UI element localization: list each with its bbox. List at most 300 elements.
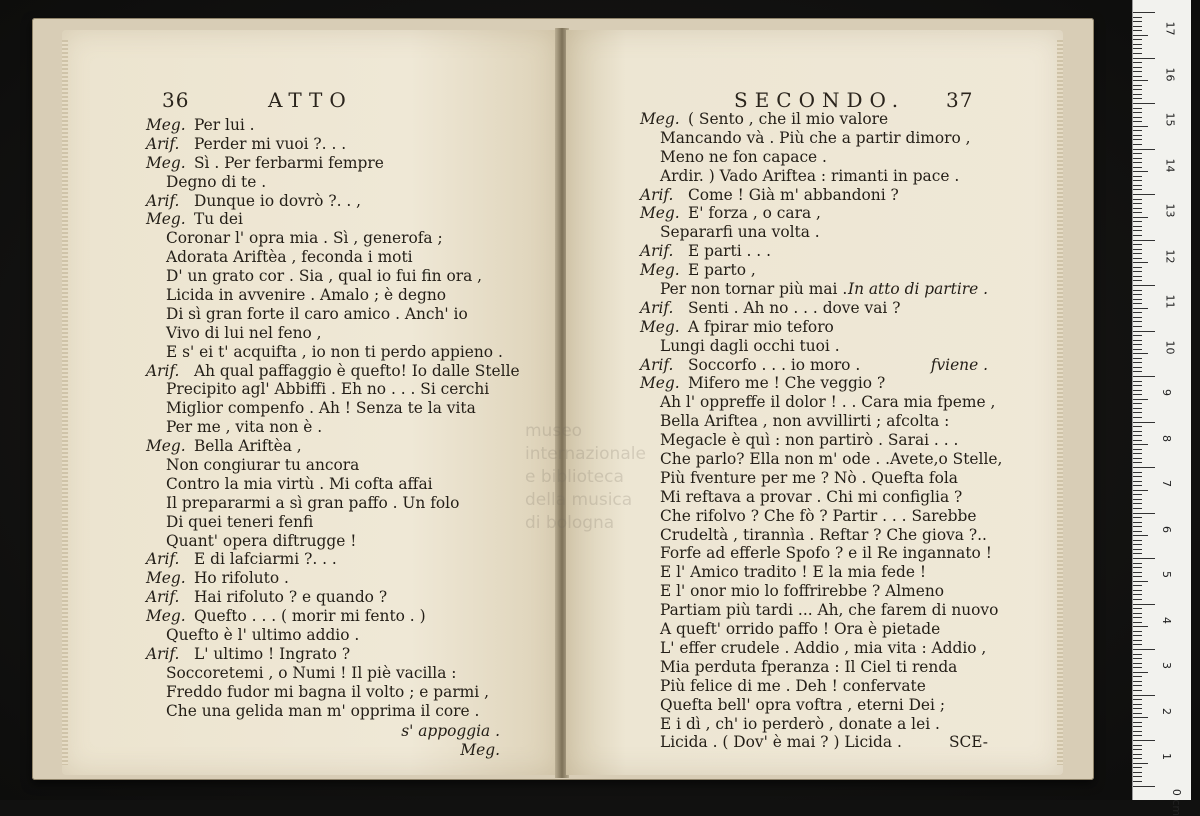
text-line — [146, 248, 548, 267]
ruler-tick — [1133, 208, 1142, 209]
ruler-tick — [1133, 258, 1142, 259]
text-line — [640, 658, 988, 677]
ruler-tick — [1133, 417, 1142, 418]
ruler-tick — [1133, 735, 1142, 736]
ruler-tick — [1133, 285, 1155, 286]
watermark-line: di bologna — [525, 513, 615, 533]
ruler-tick — [1133, 786, 1155, 787]
verse-text: Lungi dagli occhi tuoi . — [660, 336, 840, 355]
ruler-tick — [1133, 371, 1142, 372]
ruler-tick — [1133, 449, 1142, 450]
speaker-name: Meg. — [640, 204, 680, 223]
ruler-tick — [1133, 244, 1142, 245]
ruler-tick — [1133, 44, 1142, 45]
speaker-name: Arif. — [146, 191, 180, 210]
stage-direction: In atto di partire . — [848, 280, 988, 299]
text-line — [640, 696, 988, 715]
ruler-tick — [1133, 240, 1155, 241]
ruler-tick — [1133, 230, 1142, 231]
ruler-tick — [1133, 189, 1142, 190]
ruler-tick — [1133, 453, 1142, 454]
left-page-edge — [62, 40, 68, 765]
verse-text: Senti . Ah no . . . dove vai ? — [688, 298, 901, 317]
verse-text: Meno ne fon capace . — [660, 147, 827, 166]
text-line — [146, 550, 548, 569]
ruler-tick — [1133, 30, 1142, 31]
ruler-tick — [1133, 362, 1142, 363]
ruler-tick — [1133, 622, 1142, 623]
verse-text: D' un grato cor . Sia , qual io fui fin ora , — [166, 267, 483, 286]
ruler-tick — [1133, 276, 1142, 277]
ruler-tick — [1133, 162, 1142, 163]
ruler-tick — [1133, 349, 1142, 350]
ruler-tick — [1133, 199, 1142, 200]
text-line — [640, 110, 988, 129]
verse-text: L' effer crudele . Addio , mia vita : Addio , — [660, 638, 987, 657]
verse-text: E s' ei t' acquifta , io non ti perdo appieno . — [166, 342, 503, 361]
verse-text: Partiam più tardi ... Ah, che farem di nuovo — [660, 601, 999, 620]
ruler-tick — [1133, 35, 1148, 36]
text-line — [640, 715, 988, 734]
ruler-tick — [1133, 740, 1155, 741]
ruler-tick — [1133, 476, 1142, 477]
ruler-tick — [1133, 640, 1142, 641]
text-line — [640, 507, 988, 526]
verse-text: Degno di te . — [166, 172, 267, 191]
ruler-tick — [1133, 535, 1148, 536]
text-line — [640, 337, 988, 356]
speaker-name: Arif. — [640, 298, 674, 317]
ruler-tick — [1133, 772, 1142, 773]
ruler-tick — [1133, 767, 1142, 768]
verse-text: Tu dei — [194, 210, 243, 229]
verse-text: ( Sento , che il mio valore — [688, 110, 889, 128]
text-line — [640, 526, 988, 545]
verse-text: Che rifolvo ? Che fò ? Partir . . . Sarebbe — [660, 506, 977, 525]
ruler-number: 8 — [1160, 434, 1173, 442]
text-line — [146, 645, 548, 664]
ruler-tick — [1133, 21, 1142, 22]
ruler-tick — [1133, 654, 1142, 655]
text-line — [640, 563, 988, 582]
verse-text: Per lui . — [194, 116, 255, 134]
ruler-tick — [1133, 517, 1142, 518]
verse-text: Mi reftava a provar . Chi mi configlia ? — [660, 487, 963, 506]
ruler-tick — [1133, 467, 1155, 468]
ruler-tick — [1133, 299, 1142, 300]
ruler-tick — [1133, 171, 1148, 172]
verse-text: Forfe ad efferle Spofo ? e il Re ingannato ! — [660, 544, 992, 563]
ruler-tick — [1133, 649, 1155, 650]
left-folio: 36 — [162, 88, 190, 112]
text-line — [640, 204, 988, 223]
verse-text: Dunque io dovrò ?. . , — [194, 191, 362, 210]
ruler-tick — [1133, 553, 1142, 554]
right-page — [566, 30, 1063, 775]
speaker-name: Meg. — [640, 110, 680, 128]
text-line — [146, 475, 548, 494]
ruler-tick — [1133, 563, 1142, 564]
speaker-name: Meg. — [640, 374, 680, 393]
ruler-tick — [1133, 180, 1142, 181]
ruler-tick — [1133, 594, 1142, 595]
text-line — [640, 167, 988, 186]
ruler-tick — [1133, 94, 1142, 95]
ruler-tick — [1133, 394, 1142, 395]
verse-text: Megacle è quì : non partirò . Sarai . . . — [660, 431, 959, 450]
ruler-tick — [1133, 599, 1142, 600]
text-line — [640, 488, 988, 507]
ruler-tick — [1133, 48, 1142, 49]
verse-text: Quefto . . . ( morir mi fento . ) — [194, 607, 426, 626]
text-line — [146, 494, 548, 513]
ruler-tick — [1133, 749, 1142, 750]
text-line — [640, 620, 988, 639]
text-line — [640, 544, 992, 563]
text-line — [146, 173, 548, 192]
ruler-tick — [1133, 267, 1142, 268]
ruler-tick — [1133, 731, 1142, 732]
verse-text: Adorata Ariftèa , feconda i moti — [166, 248, 413, 267]
verse-text: Mifero me ! Che veggio ? — [688, 374, 886, 393]
text-line — [146, 569, 548, 588]
ruler-tick — [1133, 294, 1142, 295]
ruler-tick — [1133, 98, 1142, 99]
text-line — [146, 664, 548, 683]
ruler-tick — [1133, 321, 1142, 322]
ruler-tick — [1133, 503, 1142, 504]
ruler-tick — [1133, 221, 1142, 222]
ruler-tick — [1133, 754, 1142, 755]
ruler-number: 0 cm — [1170, 788, 1184, 816]
verse-text: Crudeltà , tirannìa . Reftar ? Che giova ?.. — [660, 525, 987, 544]
verse-text: E' forza , o cara , — [688, 204, 821, 223]
right-text-block — [640, 110, 1003, 752]
ruler-number: 1 — [1160, 753, 1173, 760]
ruler-tick — [1133, 672, 1148, 673]
text-line — [146, 154, 548, 173]
ruler-tick — [1133, 212, 1142, 213]
text-line — [640, 450, 1003, 469]
ruler-tick — [1133, 499, 1142, 500]
verse-text: Non congiurar tu ancora — [166, 456, 360, 475]
ruler-tick — [1133, 408, 1142, 409]
ruler-tick — [1133, 26, 1142, 27]
ruler-number: 2 — [1160, 707, 1173, 715]
text-line — [640, 639, 988, 658]
ruler-tick — [1133, 526, 1142, 527]
ruler-tick — [1133, 39, 1142, 40]
ruler-tick — [1133, 472, 1142, 473]
verse-text: Mia perduta fperanza : Il Ciel ti renda — [660, 657, 958, 676]
ruler-tick — [1133, 103, 1155, 104]
left-stage-direction-row — [146, 722, 500, 760]
ruler-number: 16 — [1163, 67, 1177, 81]
ruler-tick — [1133, 722, 1142, 723]
verse-text: Soccorfo . . . io moro . — [688, 355, 861, 374]
left-running-head: ATTO — [268, 88, 353, 112]
ruler-tick — [1133, 53, 1142, 54]
verse-text: Ah l' oppreffe il dolor ! . . Cara mia fpeme , — [660, 393, 996, 412]
ruler-tick — [1133, 167, 1142, 168]
ruler-tick — [1133, 203, 1142, 204]
verse-text: Ho rifoluto . — [194, 569, 289, 588]
verse-text: Di sì gran forte il caro amico . Anch' io — [166, 304, 468, 323]
ruler-number: 12 — [1163, 249, 1177, 263]
ruler-tick — [1133, 335, 1142, 336]
verse-text: Licida . ( Dov' è mai ? ) Licida . — [660, 733, 902, 752]
ruler-tick — [1133, 681, 1142, 682]
left-page — [62, 30, 559, 775]
ruler-tick — [1133, 158, 1142, 159]
verse-text: Ah qual paffaggio è quefto! Io dalle Stelle — [194, 361, 520, 380]
text-line — [146, 192, 548, 211]
speaker-name: Meg. — [640, 261, 680, 280]
ruler-tick — [1133, 544, 1142, 545]
verse-text: Sì . Per ferbarmi fempre — [194, 153, 384, 172]
ruler-number: 6 — [1160, 525, 1173, 533]
verse-text: Contro la mia virtù . Mi cofta affai — [166, 474, 433, 493]
ruler-tick — [1133, 126, 1148, 127]
ruler-tick — [1133, 253, 1142, 254]
speaker-name: Arif. — [146, 550, 180, 569]
verse-text: Vivo di lui nel feno , — [166, 323, 322, 342]
ruler-tick — [1133, 549, 1142, 550]
ruler-number: 5 — [1160, 571, 1173, 578]
verse-text: Che parlo? Ella non m' ode . .Avete,o Stelle, — [660, 450, 1003, 469]
ruler-number: 17 — [1163, 21, 1177, 36]
ruler-tick — [1133, 676, 1142, 677]
ruler-tick — [1133, 763, 1148, 764]
ruler-tick — [1133, 590, 1142, 591]
speaker-name: Arif. — [640, 242, 674, 261]
ruler-tick — [1133, 303, 1142, 304]
ruler-tick — [1133, 344, 1142, 345]
ruler-tick — [1133, 431, 1142, 432]
ruler-number: 4 — [1160, 616, 1173, 624]
ruler-tick — [1133, 635, 1142, 636]
ruler-tick — [1133, 139, 1142, 140]
ruler-tick — [1133, 308, 1148, 309]
ruler-tick — [1133, 713, 1142, 714]
verse-text: Ardir. ) Vado Ariftea : rimanti in pace . — [660, 166, 960, 185]
speaker-name: Meg. — [146, 153, 186, 172]
ruler-tick — [1133, 604, 1155, 605]
speaker-name: Meg. — [640, 317, 680, 336]
verse-text: Coronar l' opra mia . Sì , generofa ; — [166, 229, 443, 248]
text-line — [640, 280, 988, 299]
verse-text: Mancando và . Più che a partir dimoro , — [660, 128, 971, 147]
ruler-tick — [1133, 490, 1148, 491]
ruler-tick — [1133, 708, 1142, 709]
text-line — [146, 399, 548, 418]
text-line — [146, 513, 548, 532]
verse-text: Quefta bell' opra voftra , eterni Dei ; — [660, 695, 946, 714]
text-line — [640, 431, 988, 450]
ruler-tick — [1133, 80, 1148, 81]
ruler-tick — [1133, 644, 1142, 645]
text-line — [146, 135, 548, 154]
verse-text: Quefto è l' ultimo addio . — [166, 626, 360, 645]
ruler-tick — [1133, 745, 1142, 746]
ruler-tick — [1133, 444, 1148, 445]
text-line — [640, 261, 988, 280]
text-line — [640, 242, 988, 261]
speaker-name: Arif. — [640, 355, 674, 374]
ruler-tick — [1133, 12, 1155, 13]
verse-text: L' ultimo ! Ingrato ? — [194, 644, 351, 663]
ruler-tick — [1133, 153, 1142, 154]
ruler-tick — [1133, 631, 1142, 632]
ruler-tick — [1133, 85, 1142, 86]
text-line — [146, 286, 548, 305]
text-line — [146, 607, 548, 626]
ruler-tick — [1133, 217, 1148, 218]
speaker-name: Arif. — [146, 361, 180, 380]
ruler-tick — [1133, 667, 1142, 668]
ruler-tick — [1133, 76, 1142, 77]
right-running-head: SECONDO. — [734, 88, 906, 112]
ruler-tick — [1133, 658, 1142, 659]
verse-text: E i dì , ch' io perderò , donate a lei . — [660, 714, 940, 733]
text-line — [640, 129, 988, 148]
text-line — [146, 324, 548, 343]
ruler-tick — [1133, 781, 1142, 782]
ruler-tick — [1133, 581, 1148, 582]
ruler-tick — [1133, 326, 1142, 327]
speaker-name: Meg. — [146, 607, 186, 626]
text-line — [146, 116, 548, 135]
ruler-tick — [1133, 540, 1142, 541]
ruler-tick — [1133, 717, 1148, 718]
ruler-tick — [1133, 663, 1142, 664]
ruler-tick — [1133, 62, 1142, 63]
ruler-number: 14 — [1163, 158, 1177, 172]
ruler-tick — [1133, 531, 1142, 532]
text-line — [146, 702, 548, 721]
ruler-tick — [1133, 331, 1155, 332]
verse-text: Freddo fudor mi bagna il volto ; e parmi , — [166, 682, 489, 701]
right-folio: 37 — [946, 88, 974, 112]
ruler-tick — [1133, 149, 1155, 150]
ruler-tick — [1133, 376, 1155, 377]
verse-text: Più felice di me . Deh ! confervate — [660, 676, 926, 695]
stage-direction: s' appoggia . — [401, 722, 500, 740]
speaker-name: Meg. — [146, 210, 186, 229]
verse-text: E di lafciarmi ?. . . — [194, 550, 337, 569]
ruler-tick — [1133, 426, 1142, 427]
ruler-tick — [1133, 776, 1142, 777]
verse-text: E l' onor mio lo foffrirebbe ? Almeno — [660, 582, 945, 601]
ruler-tick — [1133, 358, 1142, 359]
verse-text: Per non tornar più mai . — [660, 280, 848, 299]
ruler-tick — [1133, 403, 1142, 404]
text-line — [640, 318, 988, 337]
ruler-tick — [1133, 758, 1142, 759]
ruler-tick — [1133, 317, 1142, 318]
verse-text: Perder mi vuoi ?. . . — [194, 134, 347, 153]
text-line — [640, 223, 988, 242]
text-line — [146, 229, 548, 248]
verse-text: A fpirar mio teforo — [688, 317, 834, 336]
catchword: Meg. — [460, 740, 500, 759]
ruler-tick — [1133, 435, 1142, 436]
measuring-ruler — [1132, 0, 1191, 816]
ruler-tick — [1133, 685, 1142, 686]
ruler-tick — [1133, 340, 1142, 341]
text-line — [640, 299, 988, 318]
text-line — [640, 374, 988, 393]
ruler-tick — [1133, 422, 1155, 423]
ruler-tick — [1133, 185, 1142, 186]
ruler-number: 13 — [1163, 203, 1177, 218]
ruler-tick — [1133, 112, 1142, 113]
text-line — [146, 305, 548, 324]
ruler-tick — [1133, 226, 1142, 227]
ruler-tick — [1133, 385, 1142, 386]
verse-text: Quant' opera diftrugge ! — [166, 531, 357, 550]
text-line — [146, 626, 548, 645]
text-line — [146, 437, 548, 456]
verse-text: Precipito agl' Abbiffi . Eh no . . . Si cerchi — [166, 380, 490, 399]
ruler-tick — [1133, 613, 1142, 614]
ruler-tick — [1133, 585, 1142, 586]
text-line — [640, 469, 988, 488]
ruler-tick — [1133, 699, 1142, 700]
verse-text: Miglior compenfo . Ah ! Senza te la vita — [166, 399, 476, 418]
right-page-edge — [1057, 40, 1063, 765]
text-line — [640, 677, 988, 696]
ruler-tick — [1133, 249, 1142, 250]
speaker-name: Meg. — [146, 116, 186, 134]
ruler-tick — [1133, 117, 1142, 118]
ruler-tick — [1133, 412, 1142, 413]
verse-text: Come ! Già m' abbandoni ? — [688, 185, 899, 204]
text-line — [640, 356, 988, 375]
ruler-tick — [1133, 508, 1142, 509]
text-line — [146, 418, 548, 437]
speaker-name: Meg. — [146, 569, 186, 588]
ruler-tick — [1133, 494, 1142, 495]
ruler-tick — [1133, 695, 1155, 696]
ruler-tick — [1133, 290, 1142, 291]
verse-text: E l' Amico tradito ! E la mia fede ! — [660, 563, 927, 582]
text-line — [146, 588, 548, 607]
text-line — [146, 532, 548, 551]
watermark-line: museo internazionale — [525, 421, 646, 464]
verse-text: Hai rifoluto ? e quando ? — [194, 588, 388, 607]
ruler-tick — [1133, 235, 1142, 236]
ruler-tick — [1133, 121, 1142, 122]
ruler-tick — [1133, 58, 1155, 59]
ruler-number: 9 — [1160, 389, 1173, 396]
text-line — [640, 393, 996, 412]
ruler-tick — [1133, 71, 1142, 72]
ruler-tick — [1133, 89, 1142, 90]
verse-text: Soccoretemi , o Numi ! Il piè vacilla : — [166, 663, 457, 682]
ruler-tick — [1133, 17, 1142, 18]
ruler-tick — [1133, 440, 1142, 441]
verse-text: Più fventure per me ? Nò . Quefta fola — [660, 468, 958, 487]
ruler-number: 3 — [1160, 662, 1173, 669]
text-line — [640, 582, 988, 601]
ruler-tick — [1133, 108, 1142, 109]
verse-text: E parti . . . — [688, 242, 771, 261]
ruler-tick — [1133, 558, 1155, 559]
ruler-tick — [1133, 481, 1142, 482]
ruler-tick — [1133, 280, 1142, 281]
ruler-tick — [1133, 608, 1142, 609]
